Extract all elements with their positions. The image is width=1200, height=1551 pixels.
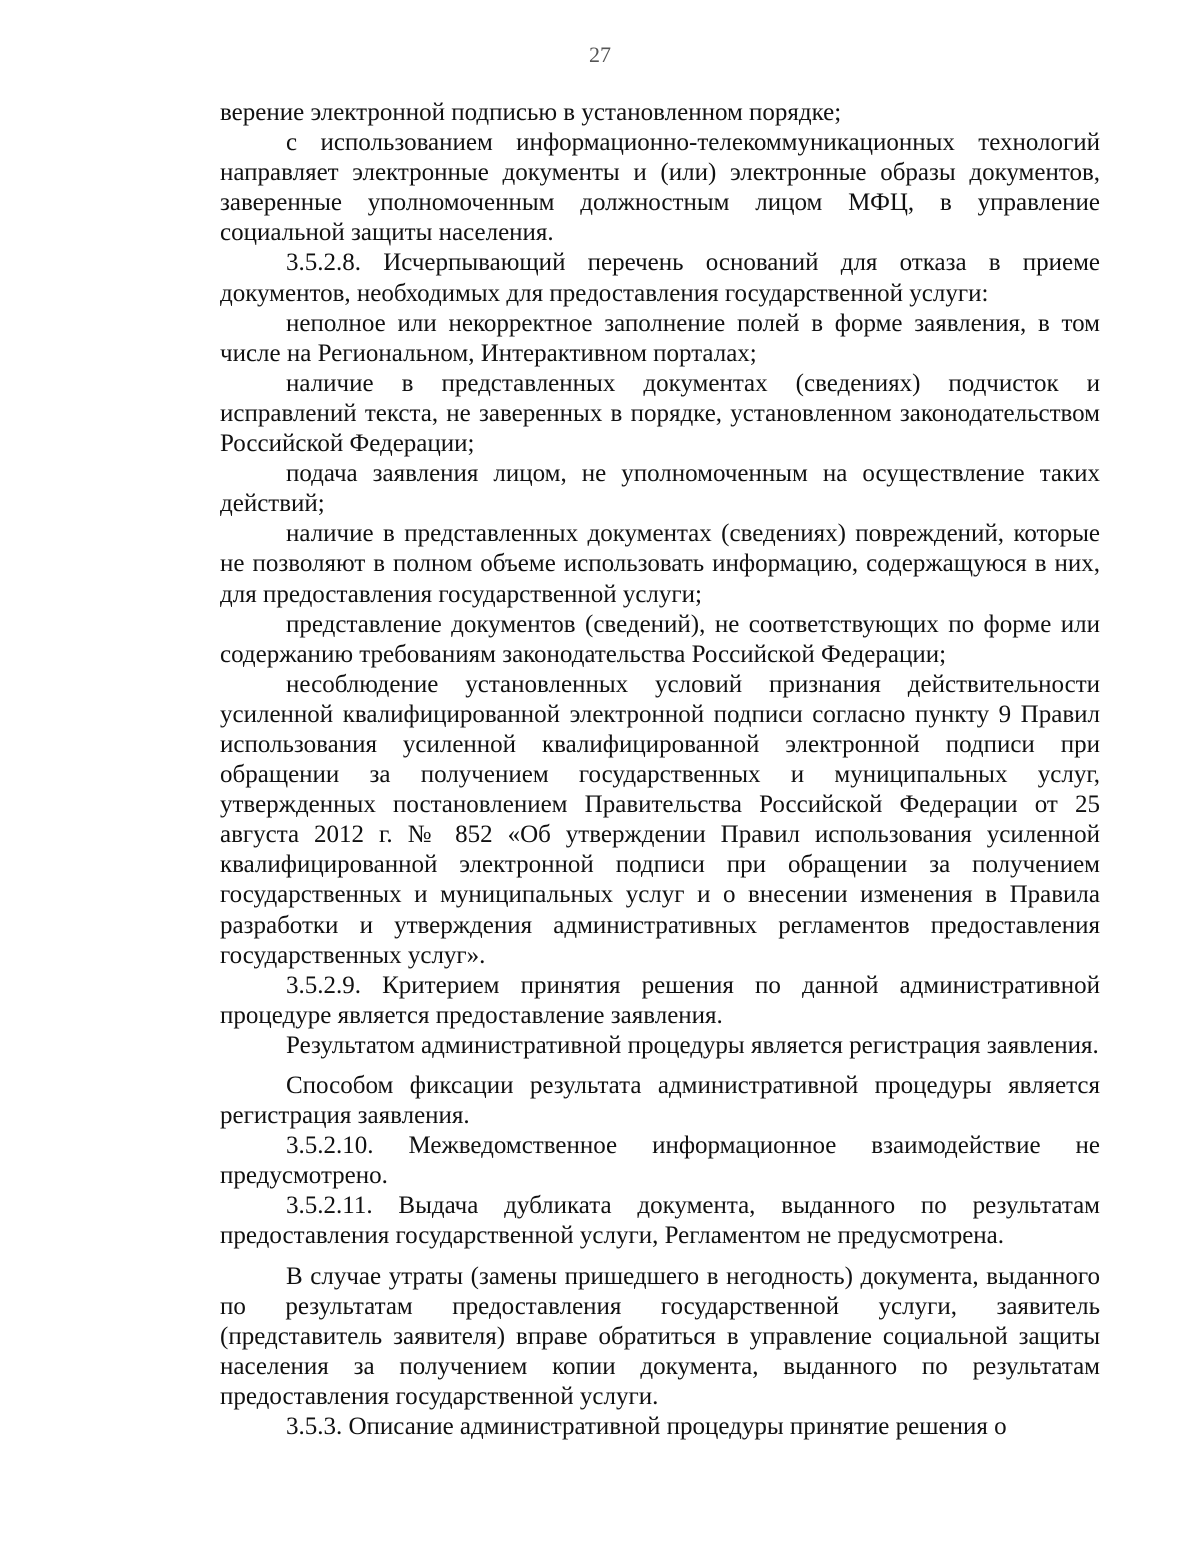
paragraph: В случае утраты (замены пришедшего в негодность) документа, выданного по результатам предоставления государственной услуги, заявитель (представитель заявителя) вправе обратиться в управление социальной защиты населения за получением копии документа, выданного по результатам предоставления государственной услуги.	[220, 1262, 1100, 1410]
paragraph: наличие в представленных документах (сведениях) подчисток и исправлений текста, не заверенных в порядке, установленном законодательством Российской Федерации;	[220, 369, 1100, 458]
paragraph: с использованием информационно-телекоммуникационных технологий направляет электронные документы и (или) электронные образы документов, заверенные уполномоченным должностным лицом МФЦ, в управление социальной защиты населения.	[220, 129, 1100, 247]
paragraph: 3.5.2.10. Межведомственное информационное взаимодействие не предусмотрено.	[220, 1132, 1100, 1190]
paragraph: 3.5.2.8. Исчерпывающий перечень оснований для отказа в приеме документов, необходимых для предоставления государственной услуги:	[220, 249, 1100, 307]
paragraph: неполное или некорректное заполнение полей в форме заявления, в том числе на Региональном, Интерактивном порталах;	[220, 309, 1100, 367]
paragraph: представление документов (сведений), не соответствующих по форме или содержанию требованиям законодательства Российской Федерации;	[220, 610, 1100, 668]
paragraph: Способом фиксации результата административной процедуры является регистрация заявления.	[220, 1072, 1100, 1130]
page-number: 27	[589, 42, 611, 67]
paragraph: 3.5.3. Описание административной процедуры принятие решения о	[286, 1413, 1007, 1441]
paragraph: Результатом административной процедуры является регистрация заявления.	[286, 1031, 1099, 1059]
paragraph: 3.5.2.11. Выдача дубликата документа, выданного по результатам предоставления государственной услуги, Регламентом не предусмотрена.	[220, 1192, 1100, 1250]
paragraph: 3.5.2.9. Критерием принятия решения по данной административной процедуре является предоставление заявления.	[220, 971, 1100, 1029]
paragraph: наличие в представленных документах (сведениях) повреждений, которые не позволяют в полном объеме использовать информацию, содержащуюся в них, для предоставления государственной услуги;	[220, 520, 1100, 608]
document-body	[220, 98, 1100, 1442]
paragraph: верение электронной подписью в установленном порядке;	[220, 99, 842, 126]
paragraph: несоблюдение установленных условий признания действительности усиленной квалифицированной электронной подписи согласно пункту 9 Правил использования усиленной квалифицированной электронной подписи при обращении за получением государственных и муниципальных услуг, утвержденных постановлением Правительства Российской Федерации от 25 августа 2012 г. № 852 «Об утверждении Правил использования усиленной квалифицированной электронной подписи при обращении за получением государственных и муниципальных услуг и о внесении изменения в Правила разработки и утверждения административных регламентов предоставления государственных услуг».	[220, 670, 1100, 969]
paragraph: подача заявления лицом, не уполномоченным на осуществление таких действий;	[220, 460, 1100, 518]
